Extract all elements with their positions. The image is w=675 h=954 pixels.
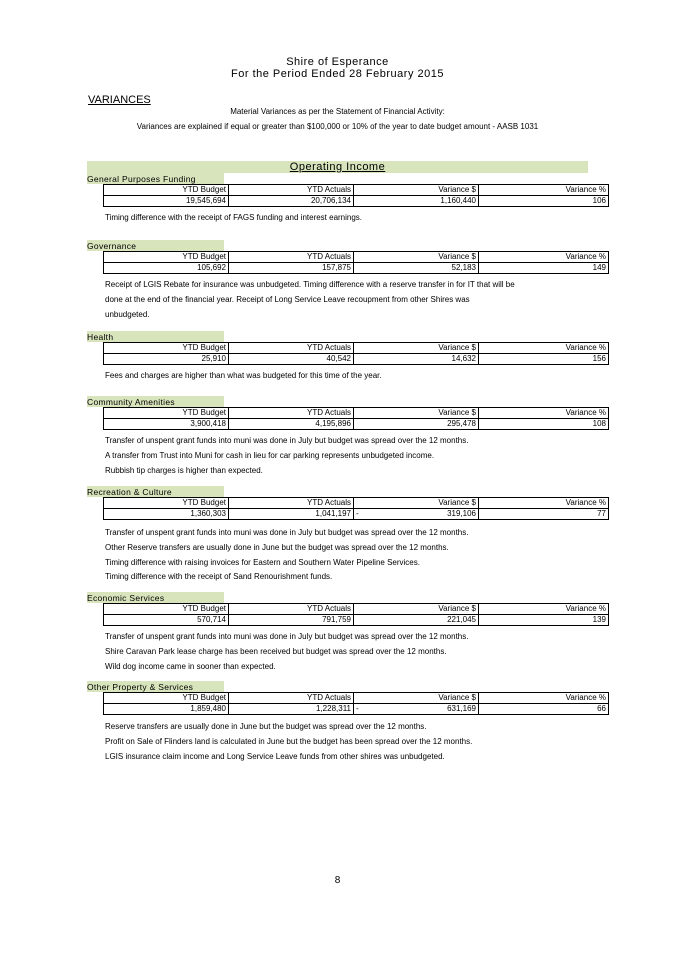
variance-note: Other Reserve transfers are usually done in June but the budget was spread over the 12 months. xyxy=(105,543,449,552)
table-cell xyxy=(354,704,479,715)
cell-value: 14,632 xyxy=(451,354,476,363)
org-title: Shire of Esperance xyxy=(286,56,389,68)
section-label: Recreation & Culture xyxy=(87,486,224,497)
table-cell xyxy=(479,419,609,430)
table-row xyxy=(104,263,609,274)
column-header: YTD Budget xyxy=(104,693,229,704)
column-header: Variance % xyxy=(479,252,609,263)
table-header-row xyxy=(104,343,609,354)
cell-value: 149 xyxy=(592,263,606,272)
cell-value: 791,759 xyxy=(322,615,351,624)
intro-line-2: Variances are explained if equal or greater than $100,000 or 10% of the year to date budget amount - AASB 1031 xyxy=(136,122,539,131)
table-cell xyxy=(354,419,479,430)
table-row xyxy=(104,419,609,430)
variance-note: Timing difference with raising invoices for Eastern and Southern Water Pipeline Services. xyxy=(105,558,420,567)
table-header-row xyxy=(104,252,609,263)
cell-value: 139 xyxy=(592,615,606,624)
section-label: Health xyxy=(87,331,224,342)
table-cell xyxy=(104,196,229,207)
column-header: Variance $ xyxy=(354,604,479,615)
table-row xyxy=(104,354,609,365)
column-header: Variance % xyxy=(479,343,609,354)
variance-note: LGIS insurance claim income and Long Service Leave funds from other shires was unbudgeted. xyxy=(105,752,445,761)
operating-income-banner xyxy=(87,161,588,173)
column-header: Variance % xyxy=(479,693,609,704)
column-header: Variance % xyxy=(479,498,609,509)
table-row xyxy=(104,615,609,626)
cell-value: 1,859,480 xyxy=(190,704,226,713)
column-header: YTD Actuals xyxy=(229,604,354,615)
table-header-row xyxy=(104,693,609,704)
table-cell xyxy=(354,615,479,626)
column-header: YTD Budget xyxy=(104,343,229,354)
table-cell xyxy=(479,196,609,207)
table-cell xyxy=(354,196,479,207)
cell-value: 40,542 xyxy=(326,354,351,363)
table-cell xyxy=(104,509,229,520)
variance-note: Receipt of LGIS Rebate for insurance was unbudgeted. Timing difference with a reserve transfer in for IT that will be xyxy=(105,280,515,289)
table-header-row xyxy=(104,185,609,196)
table-cell xyxy=(479,704,609,715)
variance-table xyxy=(103,407,609,430)
table-cell xyxy=(354,509,479,520)
variance-note: Transfer of unspent grant funds into muni was done in July but budget was spread over the 12 months. xyxy=(105,528,469,537)
cell-value: 1,228,311 xyxy=(316,704,351,713)
variance-note: Rubbish tip charges is higher than expected. xyxy=(105,466,263,475)
variance-table xyxy=(103,603,609,626)
cell-value: 4,195,896 xyxy=(315,419,351,428)
cell-value: 19,545,694 xyxy=(185,196,226,205)
variance-note: A transfer from Trust into Muni for cash in lieu for car parking represents unbudgeted income. xyxy=(105,451,435,460)
section-label: Governance xyxy=(87,240,224,251)
variance-table xyxy=(103,184,609,207)
variance-note: unbudgeted. xyxy=(105,310,150,319)
table-header-row xyxy=(104,604,609,615)
variance-note: Shire Caravan Park lease charge has been received but budget was spread over the 12 months. xyxy=(105,647,447,656)
column-header: YTD Actuals xyxy=(229,343,354,354)
column-header: YTD Actuals xyxy=(229,185,354,196)
cell-value: 156 xyxy=(592,354,606,363)
table-cell xyxy=(479,509,609,520)
negative-sign: - xyxy=(356,704,359,713)
variance-note: Wild dog income came in sooner than expected. xyxy=(105,662,276,671)
variance-note: Timing difference with the receipt of Sand Renourishment funds. xyxy=(105,572,333,581)
table-cell xyxy=(229,419,354,430)
variance-note: Timing difference with the receipt of FAGS funding and interest earnings. xyxy=(105,213,363,222)
cell-value: 221,045 xyxy=(447,615,476,624)
column-header: Variance % xyxy=(479,604,609,615)
table-cell xyxy=(479,263,609,274)
column-header: Variance $ xyxy=(354,185,479,196)
variance-note: Profit on Sale of Flinders land is calculated in June but the budget has been spread over the 12 months. xyxy=(105,737,473,746)
table-cell xyxy=(229,509,354,520)
cell-value: 295,478 xyxy=(447,419,476,428)
table-cell xyxy=(229,615,354,626)
table-cell xyxy=(104,615,229,626)
column-header: YTD Actuals xyxy=(229,498,354,509)
variance-table xyxy=(103,342,609,365)
column-header: YTD Budget xyxy=(104,408,229,419)
table-cell xyxy=(479,354,609,365)
variance-note: Fees and charges are higher than what was budgeted for this time of the year. xyxy=(105,371,382,380)
cell-value: 66 xyxy=(597,704,606,713)
column-header: YTD Budget xyxy=(104,252,229,263)
variance-table xyxy=(103,251,609,274)
column-header: Variance $ xyxy=(354,343,479,354)
cell-value: 3,900,418 xyxy=(190,419,226,428)
table-cell xyxy=(229,704,354,715)
intro-line-1: Material Variances as per the Statement of Financial Activity: xyxy=(230,107,445,116)
variance-note: Transfer of unspent grant funds into muni was done in July but budget was spread over the 12 months. xyxy=(105,632,469,641)
table-row xyxy=(104,509,609,520)
section-label: General Purposes Funding xyxy=(87,173,224,184)
cell-value: 570,714 xyxy=(197,615,226,624)
negative-sign: - xyxy=(356,509,359,518)
cell-value: 105,692 xyxy=(197,263,226,272)
variance-note: Transfer of unspent grant funds into muni was done in July but budget was spread over the 12 months. xyxy=(105,436,469,445)
section-label: Community Amenities xyxy=(87,396,224,407)
cell-value: 108 xyxy=(592,419,606,428)
cell-value: 319,106 xyxy=(447,509,476,518)
table-cell xyxy=(229,263,354,274)
banner-title: Operating Income xyxy=(289,161,386,173)
table-row xyxy=(104,196,609,207)
cell-value: 52,183 xyxy=(451,263,476,272)
table-cell xyxy=(104,263,229,274)
column-header: YTD Budget xyxy=(104,498,229,509)
table-row xyxy=(104,704,609,715)
table-cell xyxy=(104,704,229,715)
variance-table xyxy=(103,692,609,715)
column-header: Variance $ xyxy=(354,693,479,704)
variances-heading: VARIANCES xyxy=(88,94,151,106)
column-header: Variance $ xyxy=(354,252,479,263)
variance-note: Reserve transfers are usually done in June but the budget was spread over the 12 months. xyxy=(105,722,427,731)
cell-value: 20,706,134 xyxy=(310,196,351,205)
column-header: YTD Actuals xyxy=(229,252,354,263)
table-cell xyxy=(354,263,479,274)
cell-value: 631,169 xyxy=(447,704,476,713)
column-header: YTD Budget xyxy=(104,185,229,196)
table-cell xyxy=(229,196,354,207)
column-header: Variance % xyxy=(479,185,609,196)
page-number: 8 xyxy=(334,875,341,886)
cell-value: 77 xyxy=(597,509,606,518)
table-header-row xyxy=(104,408,609,419)
variance-note: done at the end of the financial year. Receipt of Long Service Leave recoupment from other Shires was xyxy=(105,295,470,304)
column-header: YTD Budget xyxy=(104,604,229,615)
column-header: Variance % xyxy=(479,408,609,419)
variance-table xyxy=(103,497,609,520)
cell-value: 157,875 xyxy=(322,263,351,272)
cell-value: 1,041,197 xyxy=(315,509,351,518)
section-label: Other Property & Services xyxy=(87,681,224,692)
cell-value: 106 xyxy=(592,196,606,205)
table-cell xyxy=(104,419,229,430)
column-header: Variance $ xyxy=(354,408,479,419)
table-header-row xyxy=(104,498,609,509)
section-label: Economic Services xyxy=(87,592,224,603)
table-cell xyxy=(229,354,354,365)
table-cell xyxy=(104,354,229,365)
period-title: For the Period Ended 28 February 2015 xyxy=(231,68,444,80)
column-header: YTD Actuals xyxy=(229,693,354,704)
column-header: Variance $ xyxy=(354,498,479,509)
cell-value: 1,160,440 xyxy=(440,196,476,205)
cell-value: 1,360,303 xyxy=(190,509,226,518)
column-header: YTD Actuals xyxy=(229,408,354,419)
cell-value: 25,910 xyxy=(201,354,226,363)
table-cell xyxy=(479,615,609,626)
table-cell xyxy=(354,354,479,365)
